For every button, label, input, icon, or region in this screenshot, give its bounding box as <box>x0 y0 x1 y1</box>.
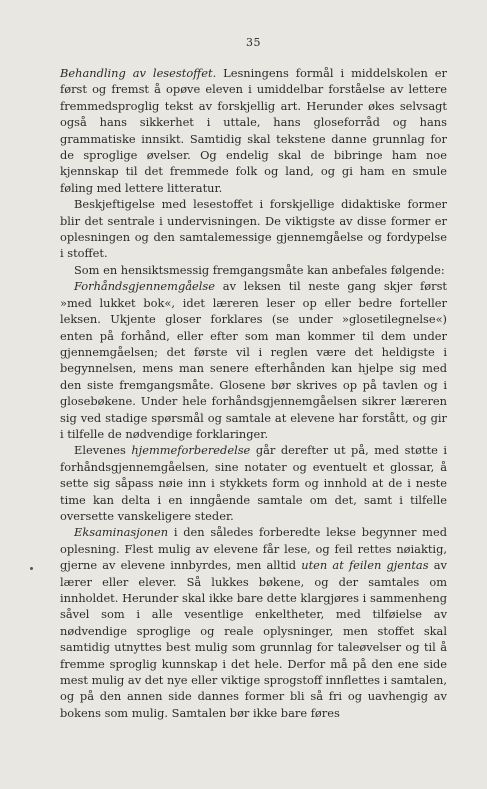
paragraph-eksaminasjonen <box>60 524 447 721</box>
page-number: 35 <box>246 36 261 49</box>
paragraph-text: Lesningens formål i middelskolen er først og fremst å opøve eleven i umiddelbar forståelse av lettere fremmedsproglig tekst av forskjellig art. Herunder økes selvsagt også hans sikkerhet i uttale, hans gloseforråd og hans grammatiske innsikt. Samtidig skal tekstene danne grunnlag for de sproglige øvelser. Og endelig skal de bibringe ham noe kjennskap til det fremmede folk og land, og gi ham en smule føling med lettere litteratur. <box>60 66 447 195</box>
paragraph-heading-forhandsgjennemgaelse: Forhåndsgjennemgåelse <box>74 279 216 294</box>
paragraph-beskjeftigelse <box>60 196 447 262</box>
paragraph-text: Elevenes <box>74 443 132 458</box>
paragraph-behandling <box>60 65 447 196</box>
paragraph-hjemmeforberedelse <box>60 442 447 524</box>
paragraph-forhandsgjennemgaelse <box>60 278 447 442</box>
paragraph-text: Beskjeftigelse med lesestoffet i forskjellige didaktiske former blir det sentrale i undervisningen. De viktigste av disse former er oplesningen og den samtalemessige gjennemgåelse og fordypelse i stoffet. <box>60 197 447 261</box>
paragraph-heading-behandling: Behandling av lesestoffet. <box>60 66 217 80</box>
paragraph-emphasis: uten at feilen gjentas <box>301 558 429 573</box>
paragraph-fremgangsmate <box>60 262 447 278</box>
paragraph-text: av lærer eller elever. Så lukkes bøkene, og der samtales om innholdet. Herunder skal ikke bare dette klargjøres i sammenheng såvel som i alle vesentlige enkeltheter, med tilføielse av nødvendige sproglige og reale oplysninger, men stoffet skal samtidig utnyttes best mulig som grunnlag for taleøvelser og til å fremme sproglig kunnskap i det hele. Derfor må på den ene side mest mulig av det nye eller viktige sprogstoff innflettes i samtalen, og på den annen side dannes former bli så fri og uavhengig av bokens som mulig. Samtalen bør ikke bare føres <box>60 558 447 720</box>
paragraph-heading-eksaminasjonen: Eksaminasjonen <box>74 525 169 540</box>
paragraph-text: av leksen til neste gang skjer først »med lukket bok«, idet læreren leser op eller bedre forteller leksen. Ukjente gloser forklares (se under »glosetilegnelse«) enten på forhånd, eller efter som man kommer til dem under gjennemgåelsen; det første vil i reglen være det heldigste i begynnelsen, mens man senere efterhånden kan hjelpe sig med den siste fremgangsmåte. Glosene bør skrives op på tavlen og i glosebøkene. Under hele forhåndsgjennemgåelsen sikrer læreren sig ved stadige spørsmål og samtale at elevene har forstått, og gir i tilfelle de nødvendige forklaringer. <box>60 279 447 441</box>
paragraph-text: går derefter ut på, med støtte i forhåndsgjennemgåelsen, sine notater og eventuelt et glossar, å sette sig såpass nøie inn i stykkets form og innhold at de i neste time kan delta i en inngående samtale om det, samt i tilfelle oversette vanskeligere steder. <box>60 443 448 523</box>
margin-mark <box>30 567 33 570</box>
paragraph-heading-hjemmeforberedelse: hjemmeforberedelse <box>131 443 251 458</box>
paragraph-text: i den således forberedte lekse begynner med oplesning. Flest mulig av elevene får lese, og feil rettes nøiaktig, gjerne av elevene innbyrdes, men alltid <box>60 525 447 573</box>
paragraph-text: Som en hensiktsmessig fremgangsmåte kan anbefales følgende: <box>74 262 445 277</box>
